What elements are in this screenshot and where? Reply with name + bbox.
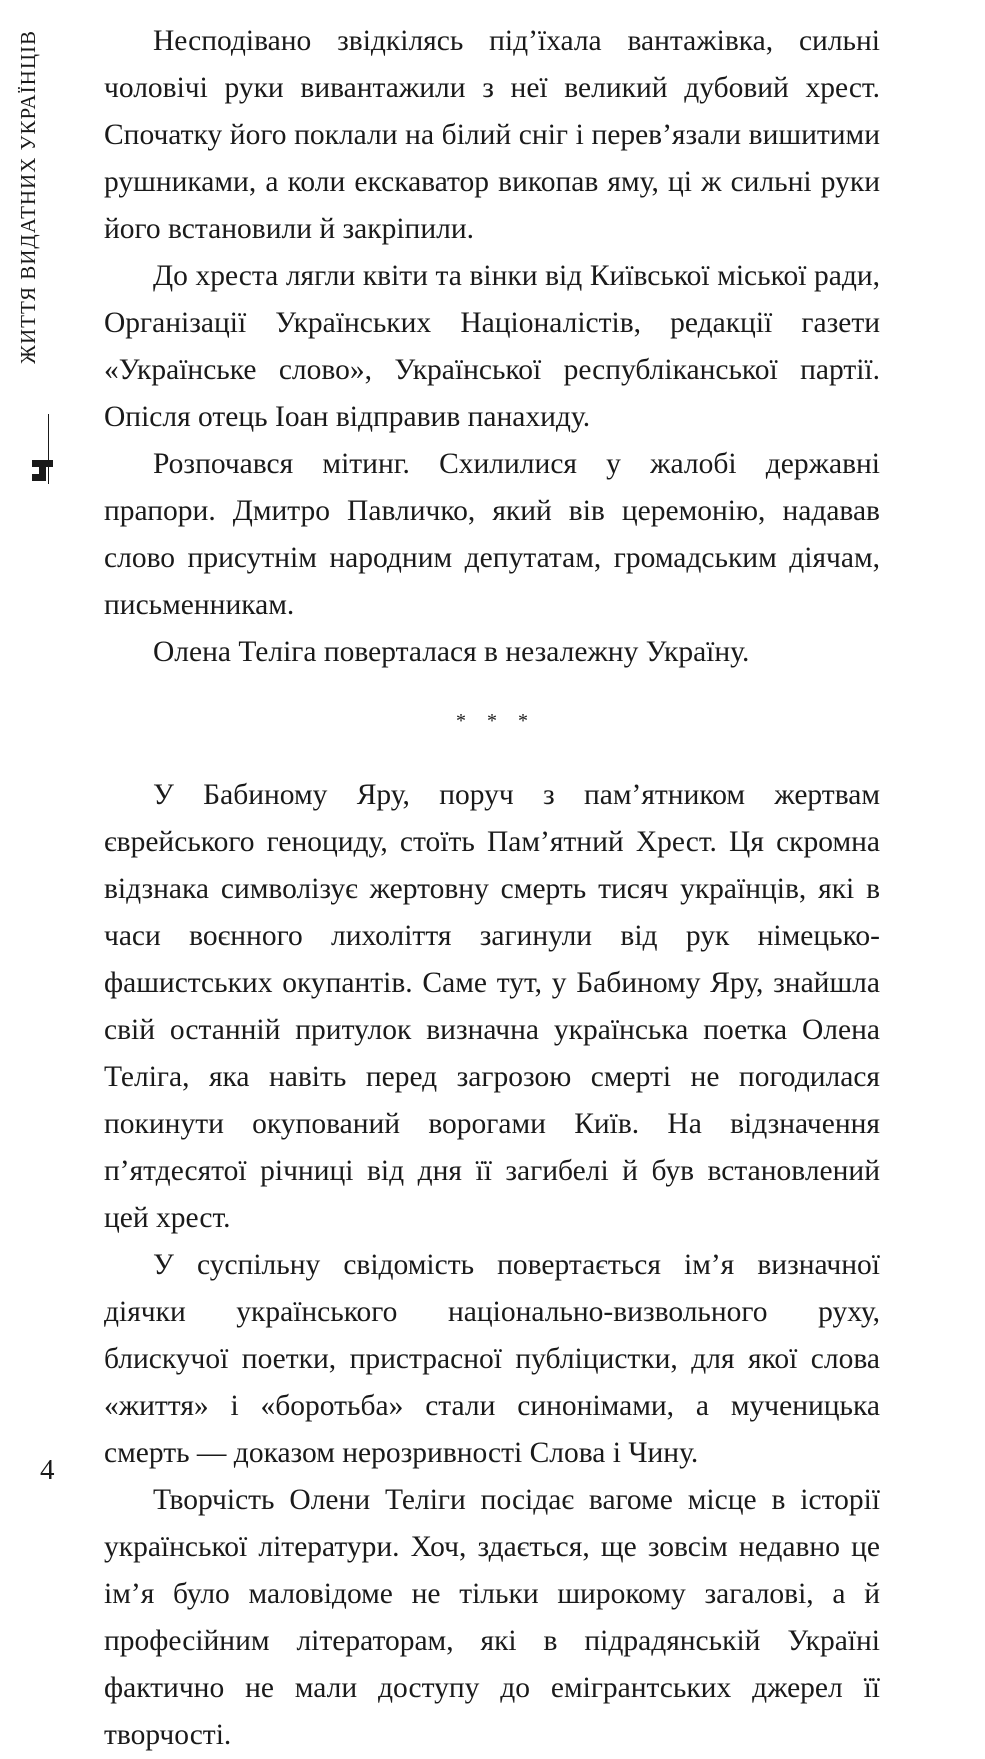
paragraph: У суспільну свідомість повертається ім’я визначної діячки українського національно-визвольного руху, блискучої поетки, пристрасної публіцистки, для якої слова «життя» і «боротьба» стали синонімами, а мученицька смерть — доказом нерозривності Слова і Чину.: [104, 1249, 880, 1469]
paragraph: Розпочався мітинг. Схилилися у жалобі державні прапори. Дмитро Павличко, який вів церемонію, надавав слово присутнім народним депутатам, громадським діячам, письменникам.: [104, 448, 880, 621]
paragraph: Творчість Олени Теліги посідає вагоме місце в історії української літератури. Хоч, здається, ще зовсім недавно це ім’я було маловідоме не тільки широкому загалові, а й професійним літераторам, які в підрадянській Україні фактично не мали доступу до емігрантських джерел її творчості.: [104, 1484, 880, 1751]
paragraph: До хреста лягли квіти та вінки від Київської міської ради, Організації Українських Націоналістів, редакції газети «Українське слово», Української республіканської партії. Опісля отець Іоан відправив панахиду.: [104, 260, 880, 433]
main-text: [104, 18, 880, 1759]
paragraph: Несподівано звідкілясь під’їхала вантажівка, сильні чоловічі руки вивантажили з неї великий дубовий хрест. Спочатку його поклали на білий сніг і перев’язали вишитими рушниками, а коли екскаватор викопав яму, ці ж сильні руки його встановили й закріпили.: [104, 25, 880, 245]
paragraph: Олена Теліга поверталася в незалежну Україну.: [153, 636, 750, 668]
page-number: 4: [40, 1454, 55, 1486]
running-head-title: ЖИТТЯ ВИДАТНИХ УКРАЇНЦІВ: [16, 30, 40, 364]
running-head: [8, 24, 48, 454]
section-separator: * * *: [456, 710, 536, 732]
ornament-icon: [32, 460, 54, 482]
paragraph: У Бабиному Яру, поруч з пам’ятником жертвам єврейського геноциду, стоїть Пам’ятний Хрест. Ця скромна відзнака символізує жертовну смерть тисяч українців, які в часи воєнного лихоліття загинули від рук німецько-фашистських окупантів. Саме тут, у Бабиному Яру, знайшла свій останній притулок визначна українська поетка Олена Теліга, яка навіть перед загрозою смерті не погодилася покинути окупований ворогами Київ. На відзначення п’ятдесятої річниці від дня її загибелі й був встановлений цей хрест.: [104, 779, 880, 1234]
